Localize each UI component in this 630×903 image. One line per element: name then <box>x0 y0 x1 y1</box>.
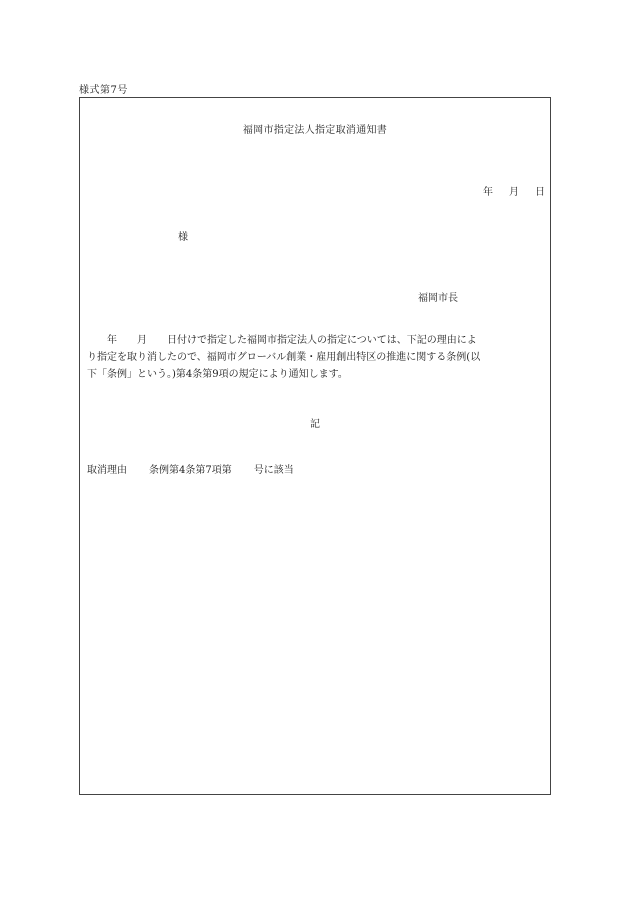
document-frame <box>79 97 551 795</box>
date-year: 年 <box>483 187 493 198</box>
issuer: 福岡市長 <box>418 293 458 304</box>
body-text <box>87 332 547 383</box>
reason-line <box>87 461 294 476</box>
form-number: 様式第7号 <box>79 85 128 96</box>
reason-label: 取消理由 <box>87 465 127 476</box>
body-line-1: 年 月 日付けで指定した福岡市指定法人の指定については、下記の理由によ <box>87 335 477 346</box>
body-line-2: り指定を取り消したので、福岡市グローバル創業・雇用創出特区の推進に関する条例(以 <box>87 352 481 363</box>
document-title: 福岡市指定法人指定取消通知書 <box>242 125 388 136</box>
reason-clause: 条例第4条第7項第 <box>149 465 232 476</box>
date-month: 月 <box>509 187 519 198</box>
body-line-3: 下「条例」という。)第4条第9項の規定により通知します。 <box>87 369 348 380</box>
date-day: 日 <box>535 187 545 198</box>
addressee: 様 <box>178 232 188 243</box>
ki-heading: 記 <box>310 419 320 430</box>
date-line <box>483 183 545 198</box>
reason-suffix: 号に該当 <box>253 465 294 476</box>
